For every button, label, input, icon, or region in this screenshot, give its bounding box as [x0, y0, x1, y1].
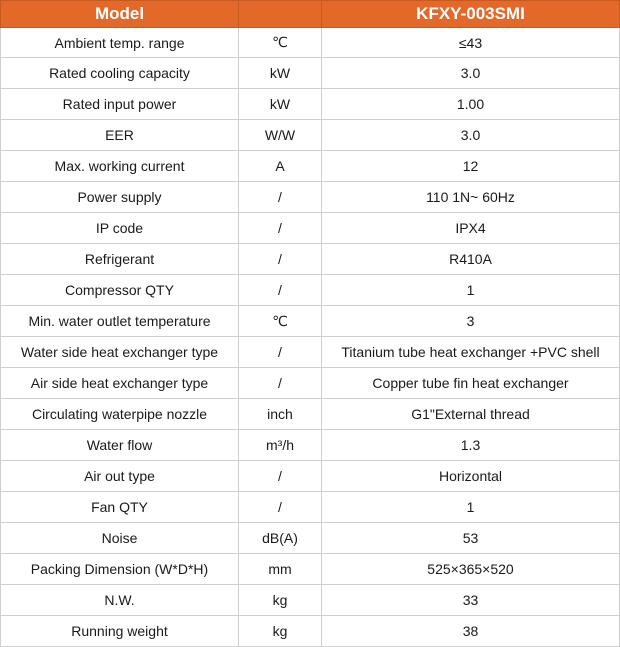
value-cell: 3.0 — [322, 120, 620, 151]
unit-cell: / — [239, 461, 322, 492]
value-cell: Titanium tube heat exchanger +PVC shell — [322, 337, 620, 368]
unit-cell: mm — [239, 554, 322, 585]
value-cell: 1 — [322, 275, 620, 306]
value-cell: 38 — [322, 616, 620, 647]
parameter-cell: Circulating waterpipe nozzle — [1, 399, 239, 430]
parameter-cell: IP code — [1, 213, 239, 244]
table-row — [1, 213, 620, 244]
parameter-cell: Compressor QTY — [1, 275, 239, 306]
unit-cell: kW — [239, 89, 322, 120]
table-row — [1, 244, 620, 275]
table-body — [1, 28, 620, 647]
unit-cell: A — [239, 151, 322, 182]
parameter-cell: Ambient temp. range — [1, 28, 239, 58]
parameter-cell: Rated input power — [1, 89, 239, 120]
table-row — [1, 399, 620, 430]
value-cell: Copper tube fin heat exchanger — [322, 368, 620, 399]
parameter-cell: Water side heat exchanger type — [1, 337, 239, 368]
unit-cell: kW — [239, 58, 322, 89]
unit-cell: ℃ — [239, 28, 322, 58]
parameter-cell: Power supply — [1, 182, 239, 213]
table-row — [1, 461, 620, 492]
parameter-cell: Running weight — [1, 616, 239, 647]
table-row — [1, 337, 620, 368]
value-cell: 525×365×520 — [322, 554, 620, 585]
unit-cell: / — [239, 244, 322, 275]
parameter-cell: Packing Dimension (W*D*H) — [1, 554, 239, 585]
table-row — [1, 58, 620, 89]
value-cell: 1 — [322, 492, 620, 523]
value-cell: IPX4 — [322, 213, 620, 244]
parameter-cell: Max. working current — [1, 151, 239, 182]
parameter-cell: Water flow — [1, 430, 239, 461]
parameter-cell: Refrigerant — [1, 244, 239, 275]
value-cell: 3 — [322, 306, 620, 337]
table-row — [1, 523, 620, 554]
table-header-row — [1, 1, 620, 28]
unit-cell: / — [239, 492, 322, 523]
value-cell: G1"External thread — [322, 399, 620, 430]
table-row — [1, 585, 620, 616]
unit-cell: / — [239, 213, 322, 244]
header-model-number: KFXY-003SMI — [322, 1, 620, 28]
value-cell: 110 1N~ 60Hz — [322, 182, 620, 213]
parameter-cell: Noise — [1, 523, 239, 554]
table-row — [1, 28, 620, 58]
value-cell: 1.00 — [322, 89, 620, 120]
header-model-label: Model — [1, 1, 239, 28]
unit-cell: m³/h — [239, 430, 322, 461]
table-row — [1, 275, 620, 306]
value-cell: 3.0 — [322, 58, 620, 89]
value-cell: Horizontal — [322, 461, 620, 492]
unit-cell: dB(A) — [239, 523, 322, 554]
table-row — [1, 616, 620, 647]
unit-cell: / — [239, 337, 322, 368]
parameter-cell: Min. water outlet temperature — [1, 306, 239, 337]
unit-cell: kg — [239, 616, 322, 647]
table-row — [1, 306, 620, 337]
table-row — [1, 151, 620, 182]
value-cell: 33 — [322, 585, 620, 616]
unit-cell: / — [239, 368, 322, 399]
unit-cell: / — [239, 182, 322, 213]
table-row — [1, 120, 620, 151]
table-row — [1, 492, 620, 523]
parameter-cell: Fan QTY — [1, 492, 239, 523]
unit-cell: inch — [239, 399, 322, 430]
value-cell: 1.3 — [322, 430, 620, 461]
value-cell: R410A — [322, 244, 620, 275]
unit-cell: W/W — [239, 120, 322, 151]
unit-cell: ℃ — [239, 306, 322, 337]
table-row — [1, 182, 620, 213]
parameter-cell: Rated cooling capacity — [1, 58, 239, 89]
table-row — [1, 89, 620, 120]
parameter-cell: EER — [1, 120, 239, 151]
parameter-cell: Air side heat exchanger type — [1, 368, 239, 399]
table-row — [1, 554, 620, 585]
value-cell: ≤43 — [322, 28, 620, 58]
value-cell: 12 — [322, 151, 620, 182]
parameter-cell: N.W. — [1, 585, 239, 616]
table-row — [1, 430, 620, 461]
unit-cell: kg — [239, 585, 322, 616]
table-row — [1, 368, 620, 399]
parameter-cell: Air out type — [1, 461, 239, 492]
value-cell: 53 — [322, 523, 620, 554]
header-unit-label — [239, 1, 322, 28]
unit-cell: / — [239, 275, 322, 306]
